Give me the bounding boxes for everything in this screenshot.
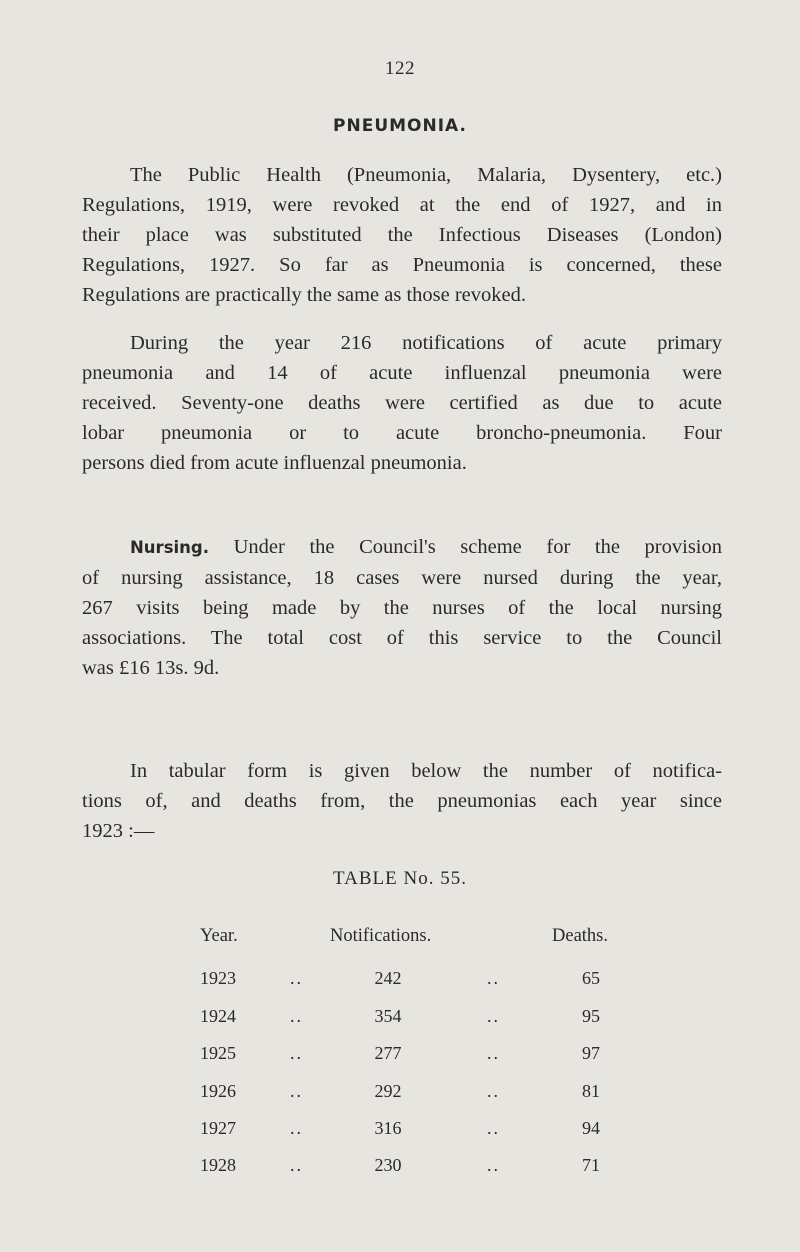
cell-year: 1923 bbox=[200, 968, 236, 988]
paragraph-line: Regulations, 1927. So far as Pneumonia is concerned, these bbox=[82, 254, 722, 276]
leader-dots: .. bbox=[290, 1155, 303, 1175]
leader-dots: .. bbox=[487, 968, 500, 988]
cell-notifications: 292 bbox=[374, 1081, 402, 1101]
cell-deaths: 94 bbox=[582, 1118, 600, 1138]
cell-notifications: 242 bbox=[374, 968, 402, 988]
paragraph-line: In tabular form is given below the number of notifica- bbox=[130, 760, 722, 782]
paragraph-line: During the year 216 notifications of acute primary bbox=[130, 332, 722, 354]
paragraph-line: Regulations, 1919, were revoked at the end of 1927, and in bbox=[82, 194, 722, 216]
cell-year: 1928 bbox=[200, 1155, 236, 1175]
cell-notifications: 277 bbox=[374, 1043, 402, 1063]
paragraph-notifications bbox=[82, 328, 722, 478]
cell-deaths: 81 bbox=[582, 1081, 600, 1101]
header-notifications: Notifications. bbox=[330, 926, 432, 946]
header-deaths: Deaths. bbox=[552, 926, 608, 946]
cell-year: 1927 bbox=[200, 1118, 236, 1138]
paragraph-tabular-intro bbox=[82, 756, 722, 846]
paragraph-line: 1923 :— bbox=[82, 820, 155, 842]
cell-deaths: 97 bbox=[582, 1043, 600, 1063]
section-heading: PNEUMONIA. bbox=[333, 116, 467, 136]
paragraph-line: tions of, and deaths from, the pneumonias each year since bbox=[82, 790, 722, 812]
header-year: Year. bbox=[200, 926, 238, 946]
leader-dots: .. bbox=[290, 1118, 303, 1138]
leader-dots: .. bbox=[487, 1081, 500, 1101]
paragraph-line: their place was substituted the Infectious Diseases (London) bbox=[82, 224, 722, 246]
paragraph-line: persons died from acute influenzal pneumonia. bbox=[82, 452, 467, 474]
paragraph-line: was £16 13s. 9d. bbox=[82, 657, 220, 679]
nursing-run-in-heading: Nursing. bbox=[130, 538, 209, 557]
cell-notifications: 316 bbox=[374, 1118, 402, 1138]
paragraph-line: of nursing assistance, 18 cases were nursed during the year, bbox=[82, 567, 722, 589]
cell-deaths: 71 bbox=[582, 1155, 600, 1175]
paragraph-regulations bbox=[82, 160, 722, 310]
paragraph-line: 267 visits being made by the nurses of the local nursing bbox=[82, 597, 722, 619]
paragraph-line: lobar pneumonia or to acute broncho-pneumonia. Four bbox=[82, 422, 722, 444]
paragraph-line: received. Seventy-one deaths were certified as due to acute bbox=[82, 392, 722, 414]
leader-dots: .. bbox=[290, 1006, 303, 1026]
leader-dots: .. bbox=[487, 1155, 500, 1175]
leader-dots: .. bbox=[487, 1006, 500, 1026]
cell-deaths: 65 bbox=[582, 968, 600, 988]
cell-year: 1924 bbox=[200, 1006, 236, 1026]
leader-dots: .. bbox=[487, 1118, 500, 1138]
cell-notifications: 354 bbox=[374, 1006, 402, 1026]
leader-dots: .. bbox=[290, 968, 303, 988]
paragraph-line: associations. The total cost of this service to the Council bbox=[82, 627, 722, 649]
page-number: 122 bbox=[385, 58, 415, 79]
leader-dots: .. bbox=[290, 1043, 303, 1063]
paragraph-line bbox=[82, 532, 722, 563]
paragraph-line: pneumonia and 14 of acute influenzal pneumonia were bbox=[82, 362, 722, 384]
cell-year: 1925 bbox=[200, 1043, 236, 1063]
paragraph-line: Regulations are practically the same as those revoked. bbox=[82, 284, 527, 306]
paragraph-nursing bbox=[82, 532, 722, 683]
cell-year: 1926 bbox=[200, 1081, 236, 1101]
table-title: TABLE No. 55. bbox=[333, 868, 467, 889]
cell-deaths: 95 bbox=[582, 1006, 600, 1026]
cell-notifications: 230 bbox=[374, 1155, 402, 1175]
leader-dots: .. bbox=[290, 1081, 303, 1101]
leader-dots: .. bbox=[487, 1043, 500, 1063]
paragraph-line: The Public Health (Pneumonia, Malaria, Dysentery, etc.) bbox=[130, 164, 722, 186]
nursing-first-line: Under the Council's scheme for the provision bbox=[209, 536, 722, 558]
